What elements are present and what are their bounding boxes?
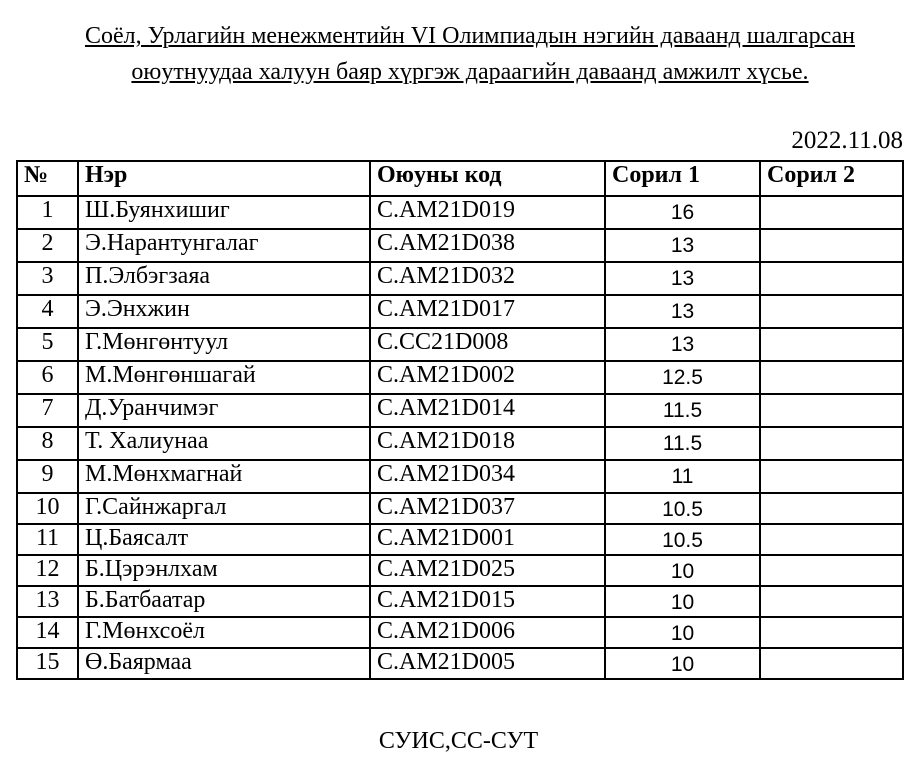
- table-row: [17, 524, 903, 555]
- cell-number: 5: [17, 328, 78, 361]
- cell-name: Э.Нарантунгалаг: [78, 229, 370, 262]
- header-number: №: [17, 161, 78, 196]
- cell-number: 14: [17, 617, 78, 648]
- cell-score2: [760, 460, 903, 493]
- cell-name: Г.Мөнгөнтуул: [78, 328, 370, 361]
- cell-number: 1: [17, 196, 78, 229]
- table-row: [17, 648, 903, 679]
- table-row: [17, 229, 903, 262]
- table-body: [17, 196, 903, 679]
- cell-code: C.AM21D001: [370, 524, 605, 555]
- header-code: Оюуны код: [370, 161, 605, 196]
- cell-score2: [760, 555, 903, 586]
- cell-score2: [760, 262, 903, 295]
- cell-code: C.AM21D032: [370, 262, 605, 295]
- cell-score2: [760, 295, 903, 328]
- cell-score1: 13: [605, 262, 760, 295]
- cell-score1: 12.5: [605, 361, 760, 394]
- footer-organization: СУИС,СС-СУТ: [378, 728, 539, 754]
- cell-number: 15: [17, 648, 78, 679]
- table-row: [17, 262, 903, 295]
- cell-score1: 10: [605, 555, 760, 586]
- cell-name: Ц.Баясалт: [78, 524, 370, 555]
- cell-score1: 11.5: [605, 394, 760, 427]
- header-score2: Сорил 2: [760, 161, 903, 196]
- table-header-row: [17, 161, 903, 196]
- cell-name: Б.Батбаатар: [78, 586, 370, 617]
- table-row: [17, 617, 903, 648]
- header-score1: Сорил 1: [605, 161, 760, 196]
- cell-score1: 10: [605, 586, 760, 617]
- cell-score2: [760, 229, 903, 262]
- cell-number: 7: [17, 394, 78, 427]
- cell-code: C.AM21D018: [370, 427, 605, 460]
- cell-number: 13: [17, 586, 78, 617]
- cell-code: C.CC21D008: [370, 328, 605, 361]
- table-row: [17, 427, 903, 460]
- cell-code: C.AM21D019: [370, 196, 605, 229]
- cell-score1: 11: [605, 460, 760, 493]
- cell-score2: [760, 493, 903, 524]
- cell-name: Г.Мөнхсоёл: [78, 617, 370, 648]
- cell-number: 8: [17, 427, 78, 460]
- cell-score1: 11.5: [605, 427, 760, 460]
- cell-score1: 13: [605, 328, 760, 361]
- cell-code: C.AM21D014: [370, 394, 605, 427]
- cell-name: Ө.Баярмаа: [78, 648, 370, 679]
- document-title: Соёл, Урлагийн менежментийн VI Олимпиадын нэгийн даваанд шалгарсан оюутнуудаа халуун баяр хүргэж дараагийн даваанд амжилт хүсье.: [84, 23, 856, 85]
- cell-name: Б.Цэрэнлхам: [78, 555, 370, 586]
- cell-score2: [760, 196, 903, 229]
- cell-name: Т. Халиунаа: [78, 427, 370, 460]
- header-name: Нэр: [78, 161, 370, 196]
- cell-name: Э.Энхжин: [78, 295, 370, 328]
- table-row: [17, 328, 903, 361]
- cell-score1: 13: [605, 229, 760, 262]
- cell-score2: [760, 427, 903, 460]
- cell-number: 11: [17, 524, 78, 555]
- cell-number: 6: [17, 361, 78, 394]
- cell-score1: 10.5: [605, 493, 760, 524]
- cell-code: C.AM21D002: [370, 361, 605, 394]
- cell-score1: 16: [605, 196, 760, 229]
- table-row: [17, 586, 903, 617]
- cell-number: 3: [17, 262, 78, 295]
- cell-code: C.AM21D006: [370, 617, 605, 648]
- cell-number: 10: [17, 493, 78, 524]
- results-table: [16, 160, 904, 680]
- cell-name: М.Мөнхмагнай: [78, 460, 370, 493]
- cell-score2: [760, 328, 903, 361]
- cell-number: 2: [17, 229, 78, 262]
- cell-code: C.AM21D038: [370, 229, 605, 262]
- table-row: [17, 361, 903, 394]
- cell-number: 4: [17, 295, 78, 328]
- cell-code: C.AM21D015: [370, 586, 605, 617]
- cell-score2: [760, 648, 903, 679]
- table-row: [17, 394, 903, 427]
- cell-code: C.AM21D037: [370, 493, 605, 524]
- cell-score2: [760, 394, 903, 427]
- table-row: [17, 295, 903, 328]
- cell-code: C.AM21D025: [370, 555, 605, 586]
- document-date: 2022.11.08: [791, 127, 903, 154]
- cell-score1: 10: [605, 648, 760, 679]
- cell-code: C.AM21D017: [370, 295, 605, 328]
- cell-name: Д.Уранчимэг: [78, 394, 370, 427]
- cell-number: 9: [17, 460, 78, 493]
- cell-number: 12: [17, 555, 78, 586]
- table-row: [17, 493, 903, 524]
- table-row: [17, 460, 903, 493]
- cell-name: П.Элбэгзаяа: [78, 262, 370, 295]
- cell-score1: 10: [605, 617, 760, 648]
- table-row: [17, 196, 903, 229]
- cell-score2: [760, 617, 903, 648]
- cell-code: C.AM21D005: [370, 648, 605, 679]
- cell-score1: 13: [605, 295, 760, 328]
- cell-name: М.Мөнгөншагай: [78, 361, 370, 394]
- cell-name: Г.Сайнжаргал: [78, 493, 370, 524]
- cell-code: C.AM21D034: [370, 460, 605, 493]
- cell-name: Ш.Буянхишиг: [78, 196, 370, 229]
- cell-score2: [760, 586, 903, 617]
- cell-score2: [760, 361, 903, 394]
- cell-score2: [760, 524, 903, 555]
- cell-score1: 10.5: [605, 524, 760, 555]
- table-row: [17, 555, 903, 586]
